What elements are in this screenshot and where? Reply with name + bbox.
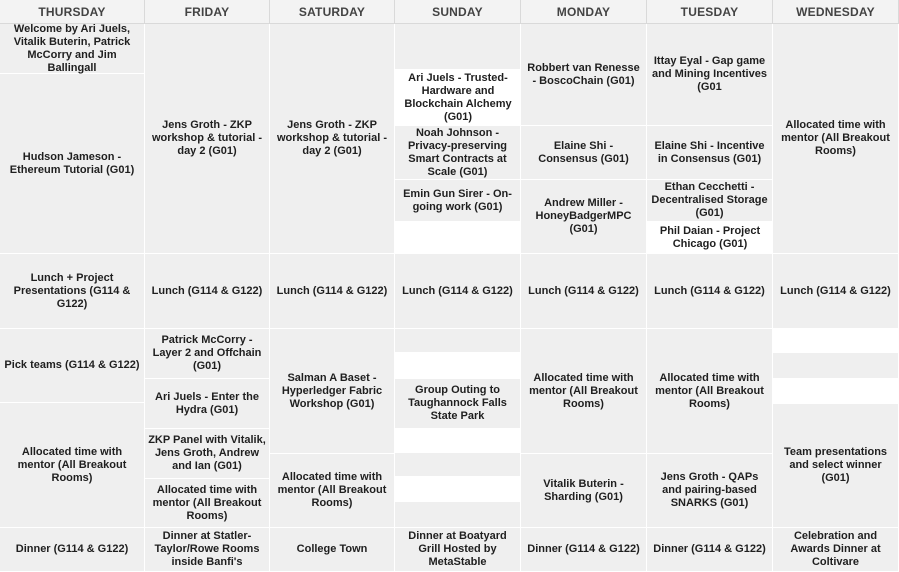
cell-zkp-workshop: Jens Groth - ZKP workshop & tutorial - day 2 (G01) — [145, 24, 270, 254]
cell-zkp-panel: ZKP Panel with Vitalik, Jens Groth, Andrew and Ian (G01) — [145, 429, 270, 479]
header-saturday: SATURDAY — [270, 0, 395, 24]
cell-dinner: Dinner (G114 & G122) — [0, 528, 145, 572]
cell-lunch: Lunch (G114 & G122) — [773, 254, 899, 329]
cell-shi-consensus: Elaine Shi - Consensus (G01) — [521, 126, 647, 180]
cell-empty — [773, 353, 899, 379]
cell-cecchetti-storage: Ethan Cecchetti - Decentralised Storage (G01) — [647, 180, 773, 222]
header-wednesday: WEDNESDAY — [773, 0, 899, 24]
cell-allocated-mentor: Allocated time with mentor (All Breakout Rooms) — [647, 329, 773, 454]
cell-team-presentations: Team presentations and select winner (G01) — [773, 404, 899, 528]
cell-group-outing: Group Outing to Taughannock Falls State Park — [395, 379, 521, 429]
cell-lunch: Lunch (G114 & G122) — [521, 254, 647, 329]
cell-shi-incentive: Elaine Shi - Incentive in Consensus (G01) — [647, 126, 773, 180]
cell-dinner: Dinner at Statler-Taylor/Rowe Rooms inside Banfi's — [145, 528, 270, 572]
cell-allocated-mentor: Allocated time with mentor (All Breakout Rooms) — [773, 24, 899, 254]
header-friday: FRIDAY — [145, 0, 270, 24]
cell-empty — [395, 502, 521, 528]
cell-renesse-boscochain: Robbert van Renesse - BoscoChain (G01) — [521, 24, 647, 126]
cell-dinner: Dinner (G114 & G122) — [647, 528, 773, 572]
header-thursday: THURSDAY — [0, 0, 145, 24]
cell-empty — [395, 477, 521, 502]
cell-dinner: Dinner (G114 & G122) — [521, 528, 647, 572]
cell-lunch: Lunch (G114 & G122) — [395, 254, 521, 329]
cell-empty — [395, 353, 521, 379]
cell-empty — [395, 329, 521, 353]
cell-empty — [395, 24, 521, 70]
cell-eyal-gap-game: Ittay Eyal - Gap game and Mining Incentives (G01 — [647, 24, 773, 126]
cell-johnson-privacy: Noah Johnson - Privacy-preserving Smart Contracts at Scale (G01) — [395, 126, 521, 180]
header-tuesday: TUESDAY — [647, 0, 773, 24]
header-sunday: SUNDAY — [395, 0, 521, 24]
cell-empty — [773, 379, 899, 404]
cell-allocated-mentor: Allocated time with mentor (All Breakout Rooms) — [521, 329, 647, 454]
cell-allocated-mentor: Allocated time with mentor (All Breakout Rooms) — [145, 479, 270, 528]
cell-baset-hyperledger: Salman A Baset - Hyperledger Fabric Workshop (G01) — [270, 329, 395, 454]
cell-groth-snarks: Jens Groth - QAPs and pairing-based SNARKS (G01) — [647, 454, 773, 528]
cell-empty — [395, 429, 521, 453]
cell-allocated-mentor: Allocated time with mentor (All Breakout Rooms) — [270, 454, 395, 528]
cell-lunch: Lunch (G114 & G122) — [270, 254, 395, 329]
cell-juels-hydra: Ari Juels - Enter the Hydra (G01) — [145, 379, 270, 429]
cell-sirer-ongoing: Emin Gun Sirer - On-going work (G01) — [395, 180, 521, 222]
cell-empty — [395, 222, 521, 254]
cell-buterin-sharding: Vitalik Buterin - Sharding (G01) — [521, 454, 647, 528]
cell-celebration-dinner: Celebration and Awards Dinner at Coltivare — [773, 528, 899, 572]
cell-mccorry-layer2: Patrick McCorry - Layer 2 and Offchain (G01) — [145, 329, 270, 379]
cell-dinner-boatyard: Dinner at Boatyard Grill Hosted by MetaStable — [395, 528, 521, 572]
cell-allocated-mentor: Allocated time with mentor (All Breakout Rooms) — [0, 403, 145, 528]
cell-welcome: Welcome by Ari Juels, Vitalik Buterin, Patrick McCorry and Jim Ballingall — [0, 24, 145, 74]
cell-daian-chicago: Phil Daian - Project Chicago (G01) — [647, 222, 773, 254]
cell-lunch: Lunch (G114 & G122) — [647, 254, 773, 329]
cell-zkp-workshop: Jens Groth - ZKP workshop & tutorial - day 2 (G01) — [270, 24, 395, 254]
cell-lunch: Lunch + Project Presentations (G114 & G122) — [0, 254, 145, 329]
cell-empty — [395, 453, 521, 477]
cell-empty — [773, 329, 899, 353]
cell-lunch: Lunch (G114 & G122) — [145, 254, 270, 329]
cell-pick-teams: Pick teams (G114 & G122) — [0, 329, 145, 403]
cell-miller-honeybadger: Andrew Miller - HoneyBadgerMPC (G01) — [521, 180, 647, 254]
cell-dinner-college-town: College Town — [270, 528, 395, 572]
cell-hudson-tutorial: Hudson Jameson - Ethereum Tutorial (G01) — [0, 74, 145, 254]
cell-juels-alchemy: Ari Juels - Trusted-Hardware and Blockchain Alchemy (G01) — [395, 70, 521, 126]
header-monday: MONDAY — [521, 0, 647, 24]
